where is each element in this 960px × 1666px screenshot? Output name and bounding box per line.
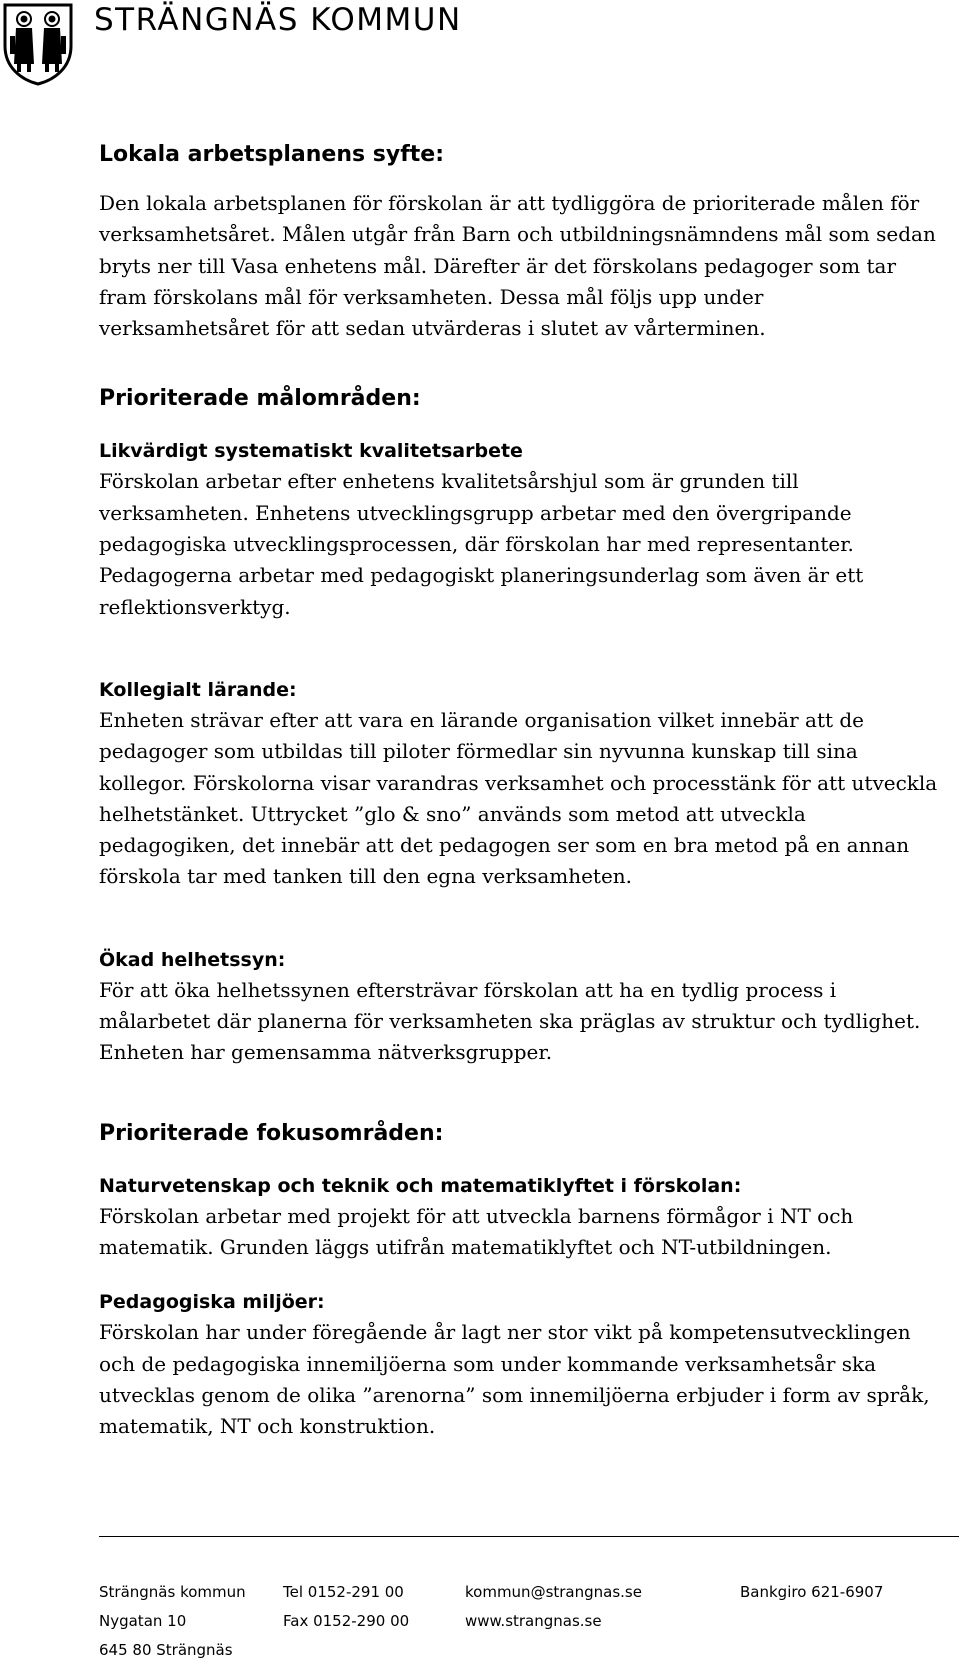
kvalitet-paragraph: Förskolan arbetar efter enhetens kvalitetsårshjul som är grunden till verksamheten. Enhetens utvecklingsgrupp arbetar med den övergripande pedagogiska utvecklingsprocessen, där förskolan har med representanter. Pedagogerna arbetar med pedagogiskt planeringsunderlag som även är ett reflektionsverktyg. — [99, 469, 864, 619]
footer-address: Nygatan 10 — [99, 1612, 187, 1630]
syfte-heading: Lokala arbetsplanens syfte: — [99, 142, 445, 167]
kollegialt-heading: Kollegialt lärande: — [99, 678, 297, 701]
footer-email[interactable]: kommun@strangnas.se — [465, 1583, 642, 1601]
footer-divider — [99, 1536, 959, 1537]
syfte-paragraph: Den lokala arbetsplanen för förskolan är att tydliggöra de prioriterade målen för verksamhetsåret. Målen utgår från Barn och utbildningsnämndens mål som sedan bryts ner till Vasa enhetens mål. Därefter är det förskolans pedagoger som tar fram förskolans mål för verksamheten. Dessa mål följs upp under verksamhetsåret för att sedan utvärderas i slutet av vårterminen. — [99, 191, 936, 341]
helhetssyn-heading: Ökad helhetssyn: — [99, 948, 286, 971]
footer-name: Strängnäs kommun — [99, 1583, 246, 1601]
miljoer-heading: Pedagogiska miljöer: — [99, 1291, 325, 1314]
nt-heading: Naturvetenskap och teknik och matematiklyftet i förskolan: — [99, 1174, 742, 1197]
footer-web[interactable]: www.strangnas.se — [465, 1612, 602, 1630]
fokus-heading: Prioriterade fokusområden: — [99, 1120, 444, 1146]
page-header — [0, 0, 960, 90]
footer-fax: Fax 0152-290 00 — [283, 1612, 410, 1630]
miljoer-paragraph: Förskolan har under föregående år lagt ner stor vikt på kompetensutvecklingen och de pedagogiska innemiljöerna som under kommande verksamhetsår ska utvecklas genom de olika ”arenorna” som innemiljöerna erbjuder i form av språk, matematik, NT och konstruktion. — [99, 1320, 930, 1439]
nt-paragraph: Förskolan arbetar med projekt för att utveckla barnens förmågor i NT och matematik. Grunden läggs utifrån matematiklyftet och NT-utbildningen. — [99, 1203, 854, 1259]
kollegialt-paragraph: Enheten strävar efter att vara en lärande organisation vilket innebär att de pedagoger som utbildas till piloter förmedlar sin nyvunna kunskap till sina kollegor. Förskolorna visar varandras verksamhet och processtänk för att utveckla helhetstänket. Uttrycket ”glo & sno” används som metod att utveckla pedagogiken, det innebär att det pedagogen ser som en bra metod på en annan förskola tar med tanken till den egna verksamheten. — [99, 707, 938, 889]
footer-postal: 645 80 Strängnäs — [99, 1641, 233, 1659]
footer-bankgiro: Bankgiro 621-6907 — [740, 1583, 884, 1601]
kvalitet-heading: Likvärdigt systematiskt kvalitetsarbete — [99, 440, 523, 463]
coat-of-arms-icon — [2, 2, 74, 86]
org-name: STRÄNGNÄS KOMMUN — [94, 2, 462, 38]
document-body — [99, 140, 939, 1442]
footer-tel: Tel 0152-291 00 — [283, 1583, 404, 1601]
malomraden-heading: Prioriterade målområden: — [99, 386, 421, 412]
helhetssyn-paragraph: För att öka helhetssynen eftersträvar förskolan att ha en tydlig process i målarbetet där planerna för verksamheten ska präglas av struktur och tydlighet. Enheten har gemensamma nätverksgrupper. — [99, 977, 921, 1065]
